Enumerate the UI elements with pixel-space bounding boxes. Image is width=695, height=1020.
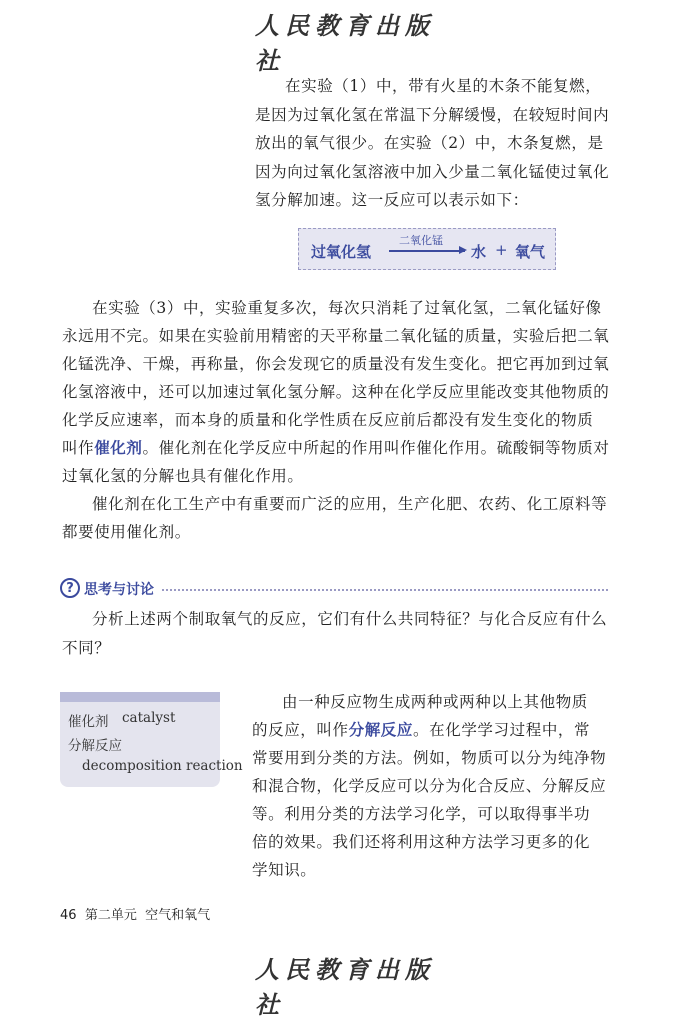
discussion-header xyxy=(60,576,608,602)
publisher-logo: 人民教育出版社 xyxy=(255,955,435,1019)
text-line: 在实验（3）中，实验重复多次，每次只消耗了过氧化氢，二氧化锰好像 xyxy=(92,299,602,317)
page-footer xyxy=(60,904,210,923)
glossary-term-en: catalyst xyxy=(122,710,176,726)
discussion-title: 思考与讨论 xyxy=(84,582,154,598)
term-catalyst: 催化剂 xyxy=(94,439,143,457)
glossary-term-cn: 分解反应 xyxy=(68,738,122,754)
text-line: 学知识。 xyxy=(252,861,317,879)
text-line: 化氢溶液中，还可以加速过氧化氢分解。这种在化学反应里能改变其他物质的 xyxy=(62,383,610,401)
product-water: 水 xyxy=(471,243,487,261)
catalyst-condition: 二氧化锰 xyxy=(399,234,443,247)
page-number: 46 xyxy=(60,908,77,923)
plus-sign: + xyxy=(495,241,508,259)
arrow-icon xyxy=(389,250,465,252)
reactant: 过氧化氢 xyxy=(311,243,372,261)
chapter-title: 空气和氧气 xyxy=(145,908,211,923)
dotted-divider xyxy=(162,589,608,591)
text-line: 由一种反应物生成两种或两种以上其他物质 xyxy=(282,693,588,711)
text-line: 在实验（1）中，带有火星的木条不能复燃， xyxy=(285,77,602,95)
text: 的反应，叫作 xyxy=(252,721,349,739)
text: 。在化学学习过程中，常 xyxy=(413,721,591,739)
text-line: 是因为过氧化氢在常温下分解缓慢，在较短时间内 xyxy=(255,106,610,124)
text-line: 都要使用催化剂。 xyxy=(62,523,191,541)
text-line: 催化剂在化工生产中有重要而广泛的应用，生产化肥、农药、化工原料等 xyxy=(92,495,608,513)
reaction-equation xyxy=(298,228,556,270)
text-line: 永远用不完。如果在实验前用精密的天平称量二氧化锰的质量，实验后把二氧 xyxy=(62,327,610,345)
text: 叫作 xyxy=(62,439,95,457)
text-line: 常要用到分类的方法。例如，物质可以分为纯净物 xyxy=(252,749,607,767)
text: 。催化剂在化学反应中所起的作用叫作催化作用。硫酸铜等物质对 xyxy=(142,439,610,457)
text-line: 氢分解加速。这一反应可以表示如下： xyxy=(255,191,529,209)
text-line: 倍的效果。我们还将利用这种方法学习更多的化 xyxy=(252,833,591,851)
text-line: 化锰洗净、干燥，再称量，你会发现它的质量没有发生变化。把它再加到过氧 xyxy=(62,355,610,373)
unit-label: 第二单元 xyxy=(84,908,137,923)
text-line xyxy=(252,718,590,740)
question-icon: ? xyxy=(60,578,80,598)
text-line: 过氧化氢的分解也具有催化作用。 xyxy=(62,467,304,485)
glossary-term-cn: 催化剂 xyxy=(68,714,109,730)
text-line xyxy=(62,436,609,458)
text-line: 放出的氧气很少。在实验（2）中，木条复燃，是 xyxy=(255,134,604,152)
glossary-box xyxy=(60,692,243,787)
discussion-line: 分析上述两个制取氧气的反应，它们有什么共同特征？与化合反应有什么 xyxy=(92,610,608,628)
publisher-logo: 人民教育出版社 xyxy=(255,11,435,75)
text-line: 等。利用分类的方法学习化学，可以取得事半功 xyxy=(252,805,591,823)
discussion-line: 不同？ xyxy=(62,639,111,657)
text-line: 化学反应速率，而本身的质量和化学性质在反应前后都没有发生变化的物质 xyxy=(62,411,594,429)
product-oxygen: 氧气 xyxy=(515,243,546,261)
text-line: 和混合物，化学反应可以分为化合反应、分解反应 xyxy=(252,777,607,795)
glossary-header-bar xyxy=(60,692,220,702)
text-line: 因为向过氧化氢溶液中加入少量二氧化锰使过氧化 xyxy=(255,163,610,181)
term-decomposition: 分解反应 xyxy=(348,721,414,739)
glossary-term-en: decomposition reaction xyxy=(82,758,243,774)
